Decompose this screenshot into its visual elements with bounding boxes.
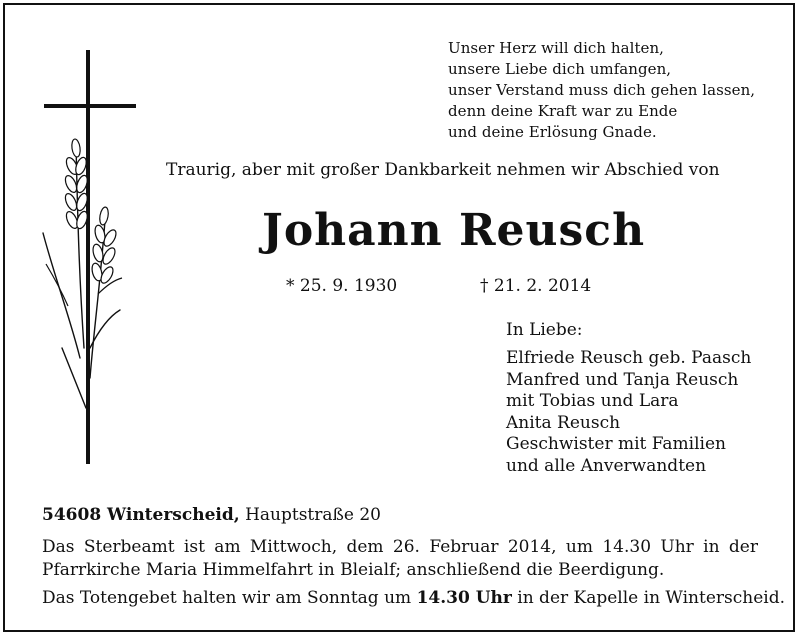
birth-date: * 25. 9. 1930: [286, 276, 398, 296]
poem: [448, 38, 755, 143]
poem-line: und deine Erlösung Gnade.: [448, 123, 657, 141]
poem-line: Unser Herz will dich halten,: [448, 39, 664, 57]
intro-text: Traurig, aber mit großer Dankbarkeit nehmen wir Abschied von: [166, 160, 720, 180]
service-text: Das Sterbeamt ist am Mittwoch, dem 26. Februar 2014, um 14.30 Uhr in der Pfarrkirche Maria Himmelfahrt in Bleialf; anschließend die Beerdigung.: [42, 537, 758, 580]
deceased-name: Johann Reusch: [262, 205, 646, 256]
prayer-text: [42, 587, 785, 610]
prayer-text-before: Das Totengebet halten wir am Sonntag um: [42, 588, 412, 608]
poem-line: unser Verstand muss dich gehen lassen,: [448, 81, 756, 99]
family-member: Elfriede Reusch geb. Paasch: [506, 348, 752, 368]
family-section: [506, 320, 751, 477]
cross-with-wheat-icon: [40, 48, 140, 468]
family-list: [506, 348, 751, 477]
poem-line: denn deine Kraft war zu Ende: [448, 102, 678, 120]
family-member: Anita Reusch: [506, 412, 621, 433]
poem-line: unsere Liebe dich umfangen,: [448, 60, 672, 78]
prayer-text-after: in der Kapelle in Winterscheid.: [517, 588, 785, 608]
address: [42, 505, 381, 525]
prayer-time: 14.30 Uhr: [416, 588, 512, 608]
family-member: Geschwister mit Familien: [506, 434, 726, 454]
family-member: Manfred und Tanja Reusch: [506, 369, 739, 390]
address-street: Hauptstraße 20: [245, 505, 381, 525]
family-title: In Liebe:: [506, 320, 583, 340]
family-member: mit Tobias und Lara: [506, 391, 679, 411]
death-date: † 21. 2. 2014: [480, 276, 592, 296]
address-city: 54608 Winterscheid,: [42, 505, 240, 525]
family-member: und alle Anverwandten: [506, 455, 707, 476]
